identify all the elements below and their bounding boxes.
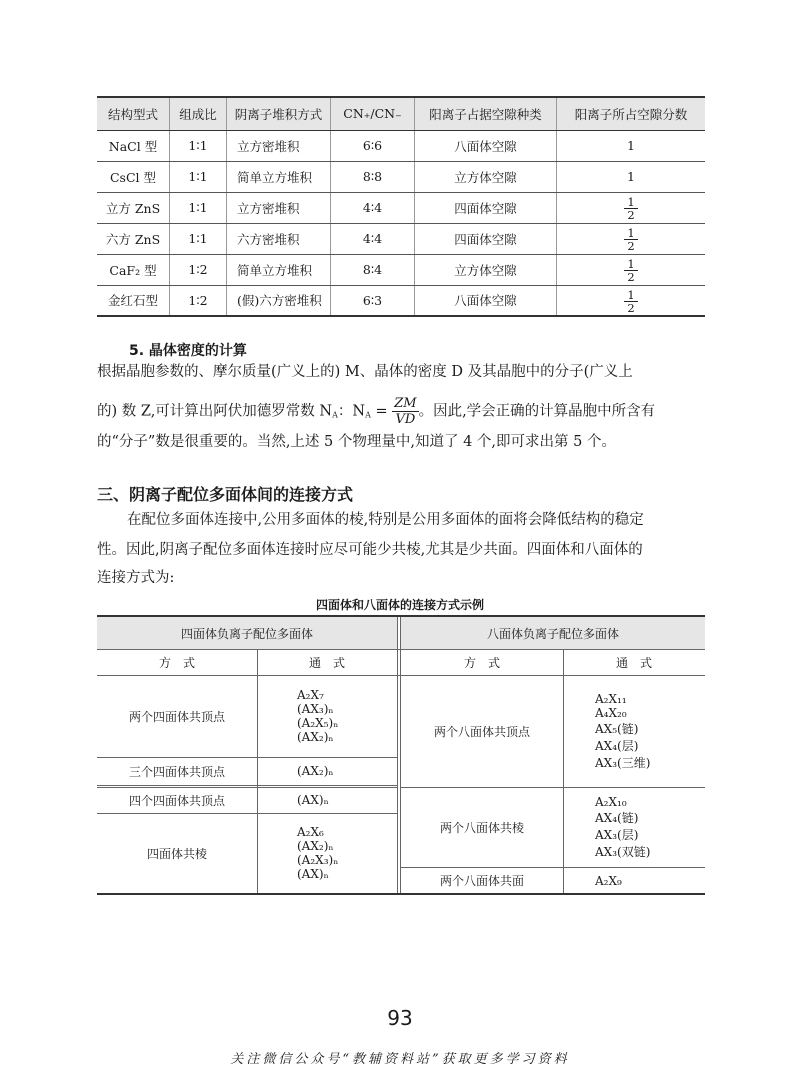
cell-fraction <box>557 285 706 316</box>
cell-cn: 4∶4 <box>331 192 415 223</box>
table-header-row <box>97 97 705 130</box>
right-group-header: 八面体负离子配位多面体 <box>401 617 705 649</box>
left-mode-cell: 三个四面体共顶点 <box>128 764 225 779</box>
formula: AX₄(层) <box>595 738 639 753</box>
section-3-line-1: 在配位多面体连接中,公用多面体的棱,特别是公用多面体的面将会降低结构的稳定 <box>127 512 644 528</box>
right-col-formula: 通 式 <box>615 655 652 670</box>
left-formula-cell <box>297 757 397 785</box>
cell-ratio: 1∶2 <box>170 285 227 316</box>
left-col-mode: 方 式 <box>158 655 195 670</box>
formula: AX₃(三维) <box>595 755 651 770</box>
divider <box>97 813 397 814</box>
formula: (AX₂)ₙ <box>297 764 334 778</box>
formula: A₂X₉ <box>595 873 622 888</box>
fraction-numerator: 1 <box>624 258 637 271</box>
fraction-numerator: 1 <box>624 227 637 240</box>
left-mode-cell: 两个四面体共顶点 <box>128 709 225 724</box>
fraction <box>624 289 637 314</box>
formula: A₄X₂₀ <box>595 705 627 720</box>
cell-void: 四面体空隙 <box>415 223 557 254</box>
subscript: A <box>365 410 371 420</box>
right-formula-cell <box>595 675 705 787</box>
section-5-title: 5. 晶体密度的计算 <box>129 343 247 359</box>
formula: A₂X₆ <box>297 825 324 839</box>
page-number: 93 <box>387 1006 413 1030</box>
cell-ratio: 1∶1 <box>170 223 227 254</box>
fraction-denominator: 2 <box>627 208 635 222</box>
right-formula-cell <box>595 787 705 867</box>
cell-packing: 简单立方堆积 <box>227 161 331 192</box>
col-packing: 阴离子堆积方式 <box>227 97 331 130</box>
divider <box>97 675 705 676</box>
cell-fraction <box>557 223 706 254</box>
cell-fraction <box>557 192 706 223</box>
left-formula-cell <box>297 675 397 757</box>
formula: AX₃(层) <box>595 827 639 842</box>
divider <box>97 649 705 650</box>
cell-cn: 8∶4 <box>331 254 415 285</box>
cell-cn: 6∶6 <box>331 130 415 161</box>
section-5-line-2 <box>97 396 707 431</box>
formula: AX₄(链) <box>595 810 639 825</box>
divider <box>401 787 705 788</box>
fraction-denominator: 2 <box>627 300 635 315</box>
section-5-line-3: 的“分子”数是很重要的。当然,上述 5 个物理量中,知道了 4 个,即可求出第 5 个。 <box>97 434 616 450</box>
fraction <box>624 258 637 283</box>
section-3-line-3: 连接方式为: <box>97 570 175 586</box>
divider <box>257 649 258 893</box>
text-run: ：N <box>337 403 366 420</box>
formula: (AX₂)ₙ <box>297 839 334 853</box>
cell-cn: 8∶8 <box>331 161 415 192</box>
table-row <box>97 223 705 254</box>
cell-void: 八面体空隙 <box>415 285 557 316</box>
section-3-title: 三、阴离子配位多面体间的连接方式 <box>97 485 354 504</box>
cell-packing: 六方密堆积 <box>227 223 331 254</box>
table-row <box>97 192 705 223</box>
col-cn: CN₊/CN₋ <box>331 97 415 130</box>
formula: (AX)ₙ <box>297 793 329 807</box>
fraction-numerator: 1 <box>624 289 637 302</box>
cell-void: 立方体空隙 <box>415 161 557 192</box>
fraction-denominator: 2 <box>627 239 635 253</box>
formula: AX₅(链) <box>595 721 639 736</box>
cell-ratio: 1∶2 <box>170 254 227 285</box>
left-mode-cell: 四个四面体共顶点 <box>128 793 225 808</box>
divider <box>563 649 564 893</box>
cell-void: 四面体空隙 <box>415 192 557 223</box>
formula: (A₂X₃)ₙ <box>297 853 339 867</box>
cell-type: 金红石型 <box>97 285 170 316</box>
cell-void: 八面体空隙 <box>415 130 557 161</box>
divider <box>97 787 397 788</box>
crystal-structure-table <box>97 96 705 317</box>
footer-note: 关注微信公众号“教辅资料站”获取更多学习资料 <box>230 1052 570 1067</box>
col-ratio: 组成比 <box>170 97 227 130</box>
divider <box>97 757 397 758</box>
subscript: A <box>332 410 338 420</box>
left-formula-cell <box>297 813 397 893</box>
cell-packing: 简单立方堆积 <box>227 254 331 285</box>
divider <box>400 617 401 893</box>
section-3-line-2: 性。因此,阴离子配位多面体连接时应尽可能少共棱,尤其是少共面。四面体和八面体的 <box>97 542 643 558</box>
text-run: 的) 数 Z,可计算出阿伏加德罗常数 N <box>97 403 333 420</box>
cell-type: 立方 ZnS <box>97 192 170 223</box>
formula: (AX)ₙ <box>297 867 329 881</box>
section-5-line-1: 根据晶胞参数的、摩尔质量(广义上的) M、晶体的密度 D 及其晶胞中的分子(广义上 <box>97 364 633 380</box>
col-void-type: 阳离子占据空隙种类 <box>415 97 557 130</box>
formula: (A₂X₅)ₙ <box>297 716 339 730</box>
left-formula-cell <box>297 787 397 813</box>
cell-fraction: 1 <box>557 130 706 161</box>
col-structure-type: 结构型式 <box>97 97 170 130</box>
formula: A₂X₁₀ <box>595 794 627 809</box>
formula-denominator: VD <box>395 412 416 427</box>
right-mode-cell: 两个八面体共顶点 <box>433 724 530 739</box>
cell-void: 立方体空隙 <box>415 254 557 285</box>
formula: A₂X₇ <box>297 688 324 702</box>
cell-ratio: 1∶1 <box>170 192 227 223</box>
cell-cn: 6∶3 <box>331 285 415 316</box>
equals-sign: = <box>370 403 393 420</box>
table-caption: 四面体和八面体的连接方式示例 <box>315 598 484 612</box>
cell-type: NaCl 型 <box>97 130 170 161</box>
formula: (AX₃)ₙ <box>297 702 334 716</box>
cell-ratio: 1∶1 <box>170 161 227 192</box>
formula: AX₃(双链) <box>595 844 651 859</box>
col-void-fraction: 阳离子所占空隙分数 <box>557 97 706 130</box>
fraction <box>624 227 637 252</box>
text-run: 。因此,学会正确的计算晶胞中所含有 <box>418 403 656 420</box>
avogadro-formula <box>392 396 418 427</box>
table-row <box>97 161 705 192</box>
cell-type: CsCl 型 <box>97 161 170 192</box>
cell-packing: 立方密堆积 <box>227 130 331 161</box>
table-row <box>97 285 705 316</box>
cell-fraction: 1 <box>557 161 706 192</box>
cell-type: 六方 ZnS <box>97 223 170 254</box>
divider <box>401 867 705 868</box>
cell-fraction <box>557 254 706 285</box>
divider <box>97 785 397 786</box>
cell-packing: 立方密堆积 <box>227 192 331 223</box>
right-mode-cell: 两个八面体共面 <box>439 874 524 888</box>
table-row <box>97 130 705 161</box>
right-mode-cell: 两个八面体共棱 <box>439 820 524 835</box>
left-col-formula: 通 式 <box>308 655 345 670</box>
right-formula-cell <box>595 868 705 893</box>
table-row <box>97 254 705 285</box>
fraction-denominator: 2 <box>627 270 635 284</box>
cell-cn: 4∶4 <box>331 223 415 254</box>
formula: A₂X₁₁ <box>595 691 627 706</box>
divider <box>397 617 398 893</box>
polyhedra-connection-table <box>97 615 705 895</box>
formula-numerator: ZM <box>394 396 417 411</box>
formula: (AX₂)ₙ <box>297 730 334 744</box>
left-mode-cell: 四面体共棱 <box>146 846 207 861</box>
right-col-mode: 方 式 <box>463 655 500 670</box>
cell-type: CaF₂ 型 <box>97 254 170 285</box>
fraction-numerator: 1 <box>624 196 637 209</box>
fraction <box>624 196 637 221</box>
left-group-header: 四面体负离子配位多面体 <box>97 617 397 649</box>
cell-ratio: 1∶1 <box>170 130 227 161</box>
cell-packing: (假)六方密堆积 <box>227 285 331 316</box>
